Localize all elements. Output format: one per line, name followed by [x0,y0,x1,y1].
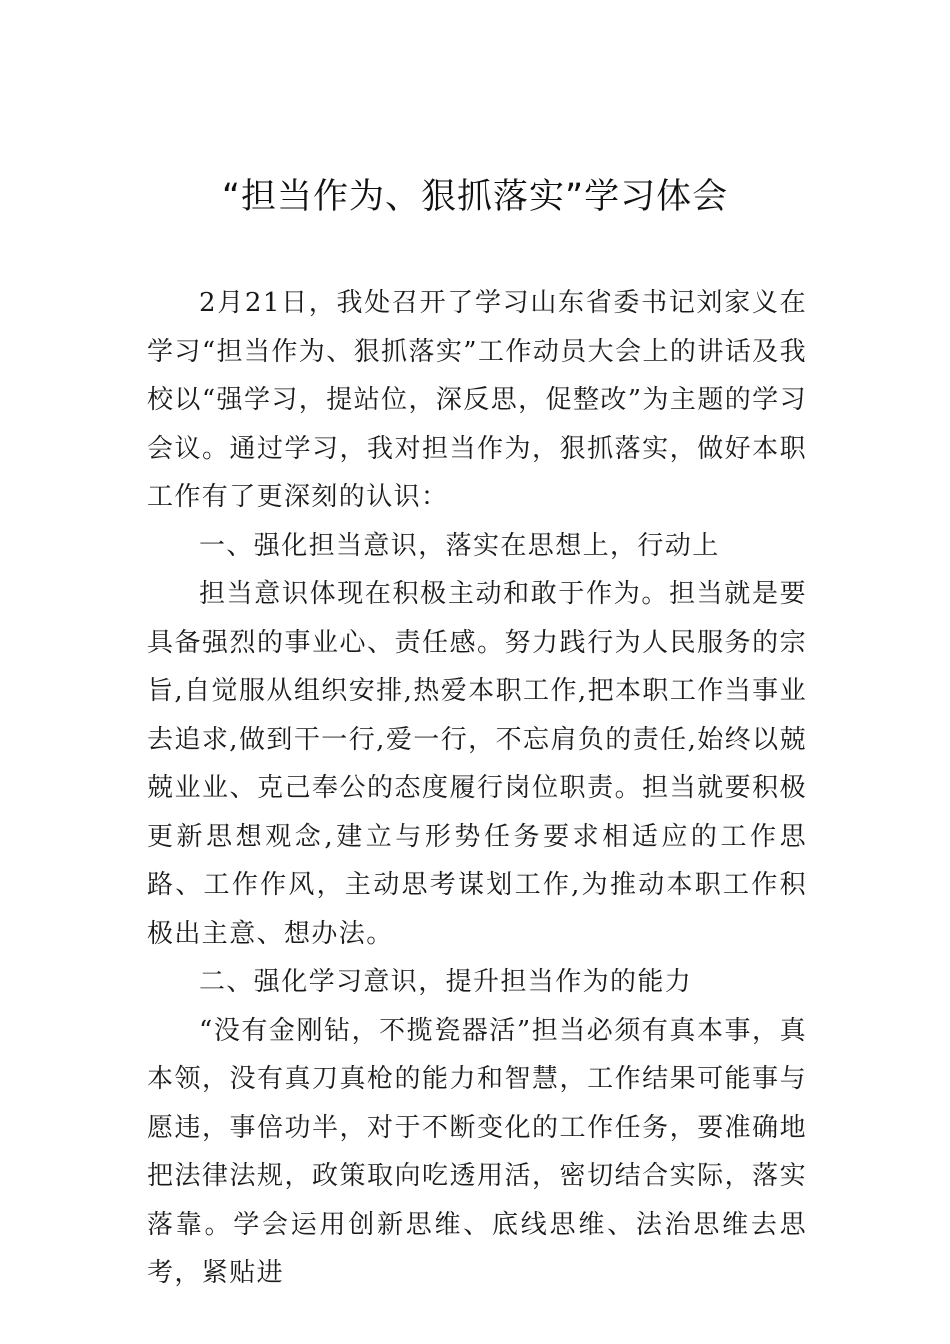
paragraph-section-1: 担当意识体现在积极主动和敢于作为。担当就是要具备强烈的事业心、责任感。努力践行为人民服务的宗旨,自觉服从组织安排,热爱本职工作,把本职工作当事业去追求,做到干一行,爱一行，不忘肩负的责任,始终以兢兢业业、克己奉公的态度履行岗位职责。担当就要积极更新思想观念,建立与形势任务要求相适应的工作思路、工作作风，主动思考谋划工作,为推动本职工作积极出主意、想办法。 [147,579,807,949]
section-heading-2: 二、强化学习意识，提升担当作为的能力 [199,967,693,997]
section-heading-1: 一、强化担当意识，落实在思想上，行动上 [199,530,720,561]
paragraph-intro: 2月21日，我处召开了学习山东省委书记刘家义在学习“担当作为、狠抓落实”工作动员大会上的讲话及我校以“强学习，提站位，深反思，促整改”为主题的学习会议。通过学习，我对担当作为，狠抓落实，做好本职工作有了更深刻的认识： [147,288,807,512]
document-title: “担当作为、狠抓落实”学习体会 [221,177,729,217]
document-body [147,279,807,1298]
paragraph-section-2: “没有金刚钻，不揽瓷器活”担当必须有真本事，真本领，没有真刀真枪的能力和智慧，工作结果可能事与愿违，事倍功半，对于不断变化的工作任务，要准确地把法律法规，政策取向吃透用活，密切结合实际，落实落靠。学会运用创新思维、底线思维、法治思维去思考，紧贴进 [147,1015,807,1288]
